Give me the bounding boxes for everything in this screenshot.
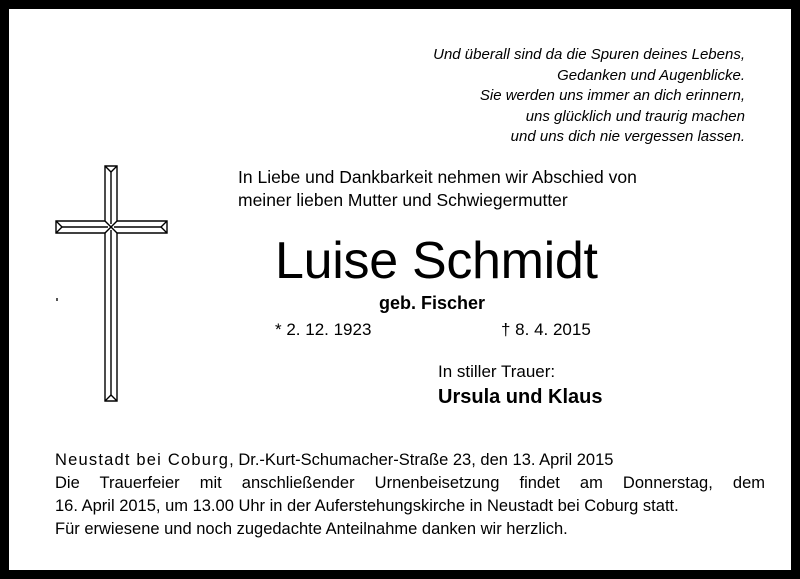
memorial-poem [345, 45, 745, 148]
poem-line: uns glücklich und traurig machen [525, 107, 745, 125]
death-date: † 8. 4. 2015 [501, 320, 591, 339]
deceased-name: Luise Schmidt [275, 232, 598, 290]
latin-cross-icon [53, 161, 173, 409]
place-name: Neustadt bei Coburg [55, 451, 230, 469]
poem-line: und uns dich nie vergessen lassen. [510, 128, 745, 146]
intro-text [238, 166, 637, 211]
birth-date: * 2. 12. 1923 [275, 320, 372, 339]
ceremony-line: 16. April 2015, um 13.00 Uhr in der Auferstehungskirche in Neustadt bei Coburg statt. [55, 497, 679, 515]
address-line [55, 449, 765, 472]
mourners-names: Ursula und Klaus [438, 386, 603, 408]
poem-line: Und überall sind da die Spuren deines Lebens, [433, 46, 745, 63]
ceremony-line: Die Trauerfeier mit anschließender Urnenbeisetzung findet am Donnerstag, dem [55, 474, 765, 492]
mourners-label: In stiller Trauer: [438, 362, 556, 381]
intro-line: meiner lieben Mutter und Schwiegermutter [238, 189, 568, 210]
maiden-name: geb. Fischer [379, 293, 486, 313]
intro-line: In Liebe und Dankbarkeit nehmen wir Abschied von [238, 167, 637, 187]
print-speck [56, 298, 58, 301]
address-and-date: , Dr.-Kurt-Schumacher-Straße 23, den 13. April 2015 [229, 451, 614, 469]
poem-line: Sie werden uns immer an dich erinnern, [479, 87, 745, 105]
poem-line: Gedanken und Augenblicke. [557, 66, 745, 84]
footer-text [55, 449, 765, 541]
thanks-line: Für erwiesene und noch zugedachte Anteilnahme danken wir herzlich. [55, 520, 568, 538]
